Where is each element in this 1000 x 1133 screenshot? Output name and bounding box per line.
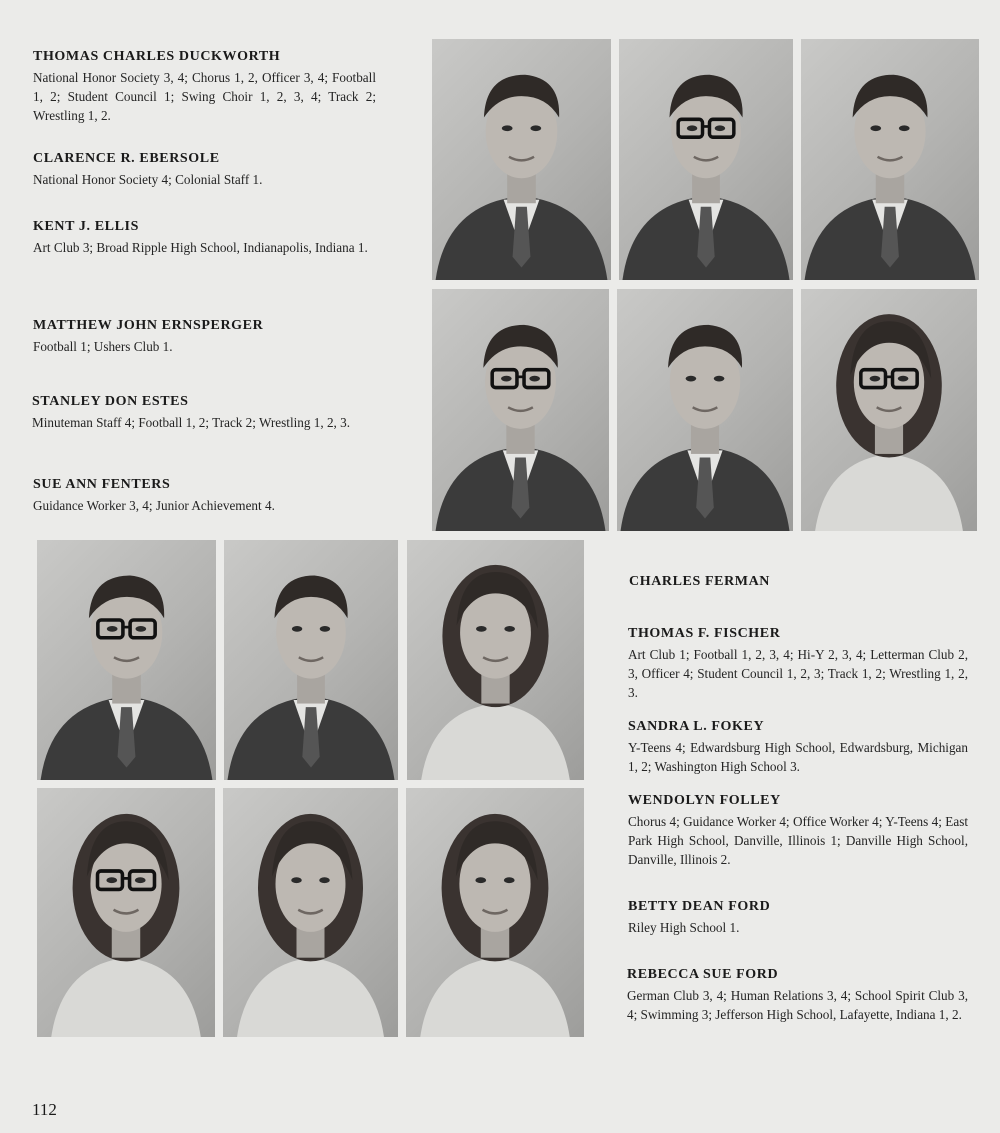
- student-name: SANDRA L. FOKEY: [628, 719, 765, 734]
- right-eye-shape: [319, 877, 330, 883]
- left-eye-shape: [475, 877, 486, 883]
- left-eye-shape: [502, 125, 513, 131]
- sweater-shape: [51, 958, 201, 1037]
- student-name: CLARENCE R. EBERSOLE: [33, 151, 220, 166]
- entry-ernsperger: [33, 318, 376, 356]
- left-eye-shape: [476, 626, 487, 632]
- student-name: BETTY DEAN FORD: [628, 899, 771, 914]
- entry-ebersole: [33, 151, 376, 189]
- sweater-shape: [421, 704, 570, 780]
- student-activities: German Club 3, 4; Human Relations 3, 4; School Spirit Club 3, 4; Swimming 3; Jefferson High School, Lafayette, Indiana 1, 2.: [627, 988, 968, 1022]
- entry-ellis: [33, 219, 376, 257]
- student-name: THOMAS CHARLES DUCKWORTH: [33, 49, 281, 64]
- entry-duckworth: [33, 49, 376, 125]
- left-eye-shape: [292, 626, 302, 632]
- portrait-silhouette: [432, 289, 609, 531]
- student-name: WENDOLYN FOLLEY: [628, 793, 781, 808]
- portrait-photo: [801, 39, 979, 280]
- portrait-photo: [37, 540, 216, 780]
- left-eye-shape: [870, 376, 881, 382]
- right-eye-shape: [530, 125, 541, 131]
- portrait-silhouette: [619, 39, 793, 280]
- portrait-silhouette: [801, 39, 979, 280]
- portrait-photo: [406, 788, 584, 1037]
- portrait-photo: [223, 788, 398, 1037]
- right-eye-shape: [504, 626, 515, 632]
- portrait-silhouette: [224, 540, 398, 780]
- left-eye-shape: [107, 626, 118, 632]
- portrait-silhouette: [223, 788, 398, 1037]
- portrait-silhouette: [406, 788, 584, 1037]
- student-activities: Riley High School 1.: [628, 920, 740, 935]
- portrait-photo: [617, 289, 793, 531]
- portrait-photo: [432, 39, 611, 280]
- portrait-silhouette: [37, 540, 216, 780]
- portrait-silhouette: [432, 39, 611, 280]
- sweater-shape: [237, 958, 384, 1037]
- entry-estes: [32, 394, 376, 432]
- portrait-silhouette: [37, 788, 215, 1037]
- right-eye-shape: [899, 125, 910, 131]
- left-eye-shape: [687, 125, 697, 131]
- student-name: THOMAS F. FISCHER: [628, 626, 781, 641]
- student-activities: Minuteman Staff 4; Football 1, 2; Track 2; Wrestling 1, 2, 3.: [32, 415, 351, 430]
- left-eye-shape: [686, 376, 697, 382]
- right-eye-shape: [135, 626, 146, 632]
- student-name: CHARLES FERMAN: [629, 574, 771, 589]
- right-eye-shape: [715, 125, 725, 131]
- portrait-photo: [37, 788, 215, 1037]
- entry-fenters: [33, 477, 376, 515]
- student-name: KENT J. ELLIS: [33, 219, 139, 234]
- portrait-photo: [224, 540, 398, 780]
- student-name: MATTHEW JOHN ERNSPERGER: [33, 318, 264, 333]
- student-activities: Art Club 1; Football 1, 2, 3, 4; Hi-Y 2, 3, 4; Letterman Club 2, 3, Officer 4; Student Council 1, 2, 3; Track 1, 2; Wrestling 1, 2, 3.: [628, 647, 968, 700]
- student-activities: National Honor Society 3, 4; Chorus 1, 2, Officer 3, 4; Football 1, 2; Student Council 1; Swing Choir 1, 2, 3, 4; Track 2; Wrestling 1, 2.: [33, 70, 376, 123]
- sweater-shape: [420, 958, 570, 1037]
- sweater-shape: [815, 454, 963, 531]
- student-activities: Art Club 3; Broad Ripple High School, Indianapolis, Indiana 1.: [33, 240, 368, 255]
- portrait-silhouette: [801, 289, 977, 531]
- student-activities: Guidance Worker 3, 4; Junior Achievement 4.: [33, 498, 275, 513]
- portrait-silhouette: [407, 540, 584, 780]
- portrait-photo: [801, 289, 977, 531]
- right-eye-shape: [529, 376, 540, 382]
- portrait-photo: [432, 289, 609, 531]
- entry-betty-ford: [628, 899, 968, 937]
- student-activities: National Honor Society 4; Colonial Staff 1.: [33, 172, 263, 187]
- right-eye-shape: [135, 877, 146, 883]
- student-activities: Y-Teens 4; Edwardsburg High School, Edwardsburg, Michigan 1, 2; Washington High School 3.: [628, 740, 968, 774]
- right-eye-shape: [898, 376, 909, 382]
- entry-folley: [628, 793, 968, 869]
- entry-ferman: [629, 574, 968, 593]
- entry-fischer: [628, 626, 968, 702]
- portrait-silhouette: [617, 289, 793, 531]
- student-name: STANLEY DON ESTES: [32, 394, 189, 409]
- left-eye-shape: [501, 376, 512, 382]
- left-eye-shape: [870, 125, 881, 131]
- student-activities: Chorus 4; Guidance Worker 4; Office Worker 4; Y-Teens 4; East Park High School, Danville, Illinois 1; Danville High School, Danville, Illinois 2.: [628, 814, 968, 867]
- right-eye-shape: [320, 626, 330, 632]
- student-name: REBECCA SUE FORD: [627, 967, 779, 982]
- entry-rebecca-ford: [627, 967, 968, 1024]
- page-number: 112: [32, 1100, 57, 1119]
- right-eye-shape: [714, 376, 725, 382]
- left-eye-shape: [291, 877, 302, 883]
- student-activities: Football 1; Ushers Club 1.: [33, 339, 173, 354]
- right-eye-shape: [504, 877, 515, 883]
- portrait-photo: [619, 39, 793, 280]
- portrait-photo: [407, 540, 584, 780]
- student-name: SUE ANN FENTERS: [33, 477, 171, 492]
- entry-fokey: [628, 719, 968, 776]
- left-eye-shape: [106, 877, 117, 883]
